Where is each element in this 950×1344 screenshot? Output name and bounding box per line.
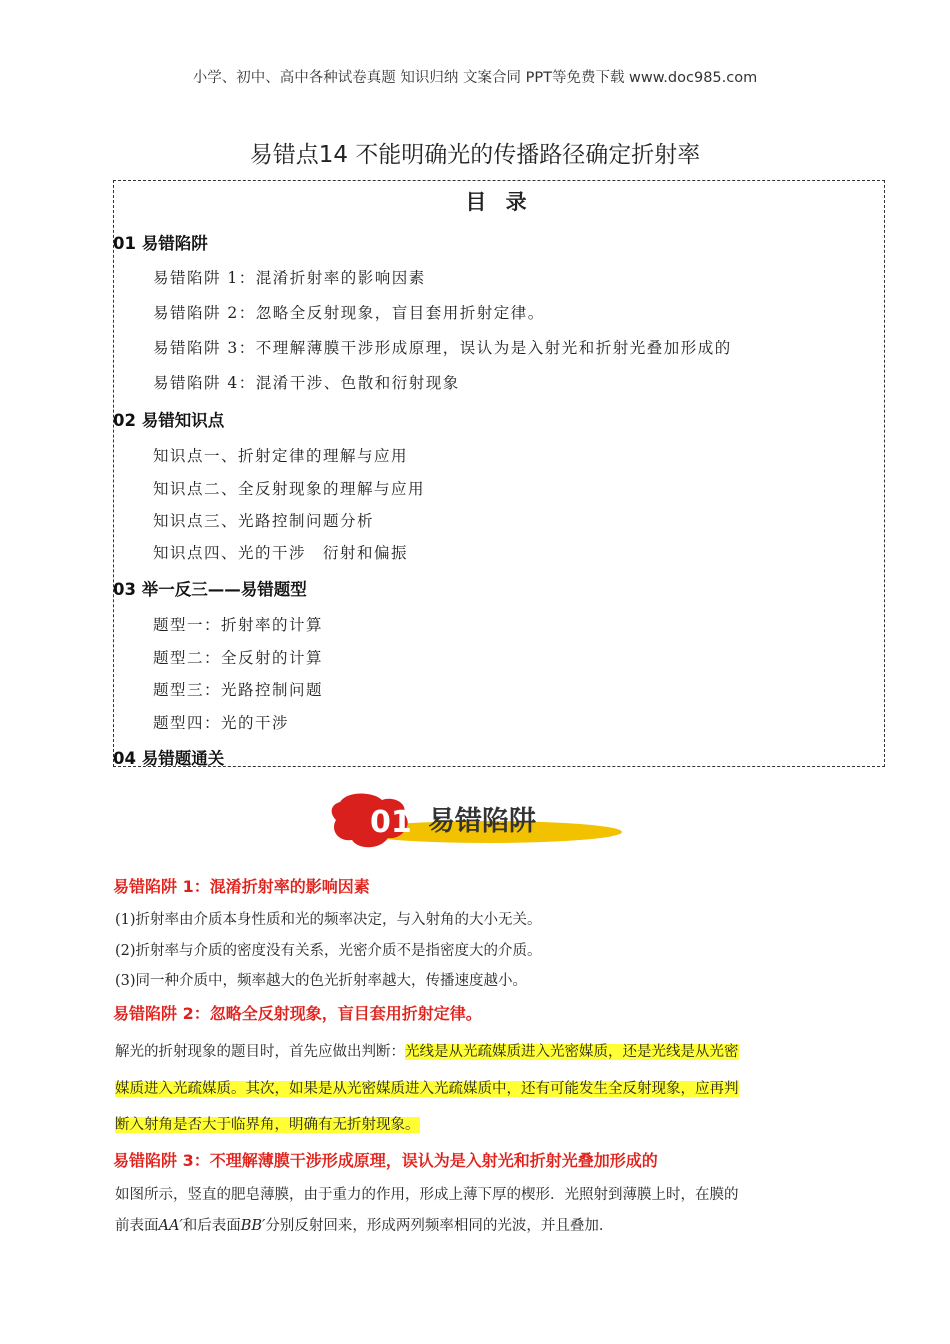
toc-item: 题型三：光路控制问题 <box>153 681 324 699</box>
toc-section-3: 03 举一反三——易错题型 <box>113 580 307 599</box>
highlighted-text: 断入射角是否大于临界角，明确有无折射现象。 <box>115 1117 420 1133</box>
trap3-line-1: 如图所示，竖直的肥皂薄膜，由于重力的作用，形成上薄下厚的楔形．光照射到薄膜上时，在膜的 <box>115 1187 739 1203</box>
label-aa: AA′ <box>158 1218 183 1234</box>
highlighted-text: 光线是从光疏媒质进入光密媒质，还是光线是从光密 <box>405 1044 739 1060</box>
trap2-line-1 <box>115 1040 837 1061</box>
trap1-point-3: (3)同一种介质中，频率越大的色光折射率越大，传播速度越小。 <box>115 973 528 989</box>
text-span: 分别反射回来，形成两列频率相同的光波，并且叠加． <box>265 1218 614 1234</box>
banner-graphic <box>328 788 628 854</box>
toc-section-1: 01 易错陷阱 <box>113 234 208 253</box>
highlighted-text: 媒质进入光疏媒质。其次，如果是从光密媒质进入光疏媒质中，还有可能发生全反射现象，应再判 <box>115 1081 739 1097</box>
trap1-heading: 易错陷阱 1：混淆折射率的影响因素 <box>113 877 370 896</box>
banner-title: 易错陷阱 <box>428 806 536 837</box>
trap2-line-2 <box>115 1077 837 1098</box>
document-title: 易错点14 不能明确光的传播路径确定折射率 <box>249 142 701 168</box>
toc-item: 易错陷阱 3：不理解薄膜干涉形成原理，误认为是入射光和折射光叠加形成的 <box>153 339 732 357</box>
toc-heading: 目 录 <box>465 190 533 214</box>
toc-item: 知识点一、折射定律的理解与应用 <box>153 447 409 465</box>
toc-item: 知识点三、光路控制问题分析 <box>153 512 375 530</box>
toc-item: 题型四：光的干涉 <box>153 714 290 732</box>
toc-item: 知识点四、光的干涉 衍射和偏振 <box>153 544 409 562</box>
toc-item: 题型一：折射率的计算 <box>153 616 324 634</box>
toc-item: 知识点二、全反射现象的理解与应用 <box>153 480 426 498</box>
section-banner <box>328 788 628 854</box>
text-span: 前表面 <box>115 1218 159 1234</box>
trap1-point-1: (1)折射率由介质本身性质和光的频率决定，与入射角的大小无关。 <box>115 912 542 928</box>
toc-section-4: 04 易错题通关 <box>113 749 225 768</box>
toc-item: 易错陷阱 1：混淆折射率的影响因素 <box>153 269 426 287</box>
text-span: 和后表面 <box>182 1218 241 1234</box>
toc-section-2: 02 易错知识点 <box>113 411 225 430</box>
page-header: 小学、初中、高中各种试卷真题 知识归纳 文案合同 PPT等免费下载 www.doc985.com <box>192 70 758 86</box>
label-bb: BB′ <box>240 1218 266 1234</box>
toc-item: 易错陷阱 2：忽略全反射现象，盲目套用折射定律。 <box>153 304 545 322</box>
trap1-point-2: (2)折射率与介质的密度没有关系，光密介质不是指密度大的介质。 <box>115 943 542 959</box>
trap3-heading: 易错陷阱 3：不理解薄膜干涉形成原理，误认为是入射光和折射光叠加形成的 <box>113 1151 658 1170</box>
trap2-lead: 解光的折射现象的题目时，首先应做出判断： <box>115 1044 405 1060</box>
trap3-line-2 <box>115 1214 837 1235</box>
trap2-heading: 易错陷阱 2：忽略全反射现象，盲目套用折射定律。 <box>113 1004 482 1023</box>
toc-item: 题型二：全反射的计算 <box>153 649 324 667</box>
banner-number: 01 <box>370 805 412 840</box>
toc-item: 易错陷阱 4：混淆干涉、色散和衍射现象 <box>153 374 460 392</box>
trap2-line-3 <box>115 1113 837 1134</box>
